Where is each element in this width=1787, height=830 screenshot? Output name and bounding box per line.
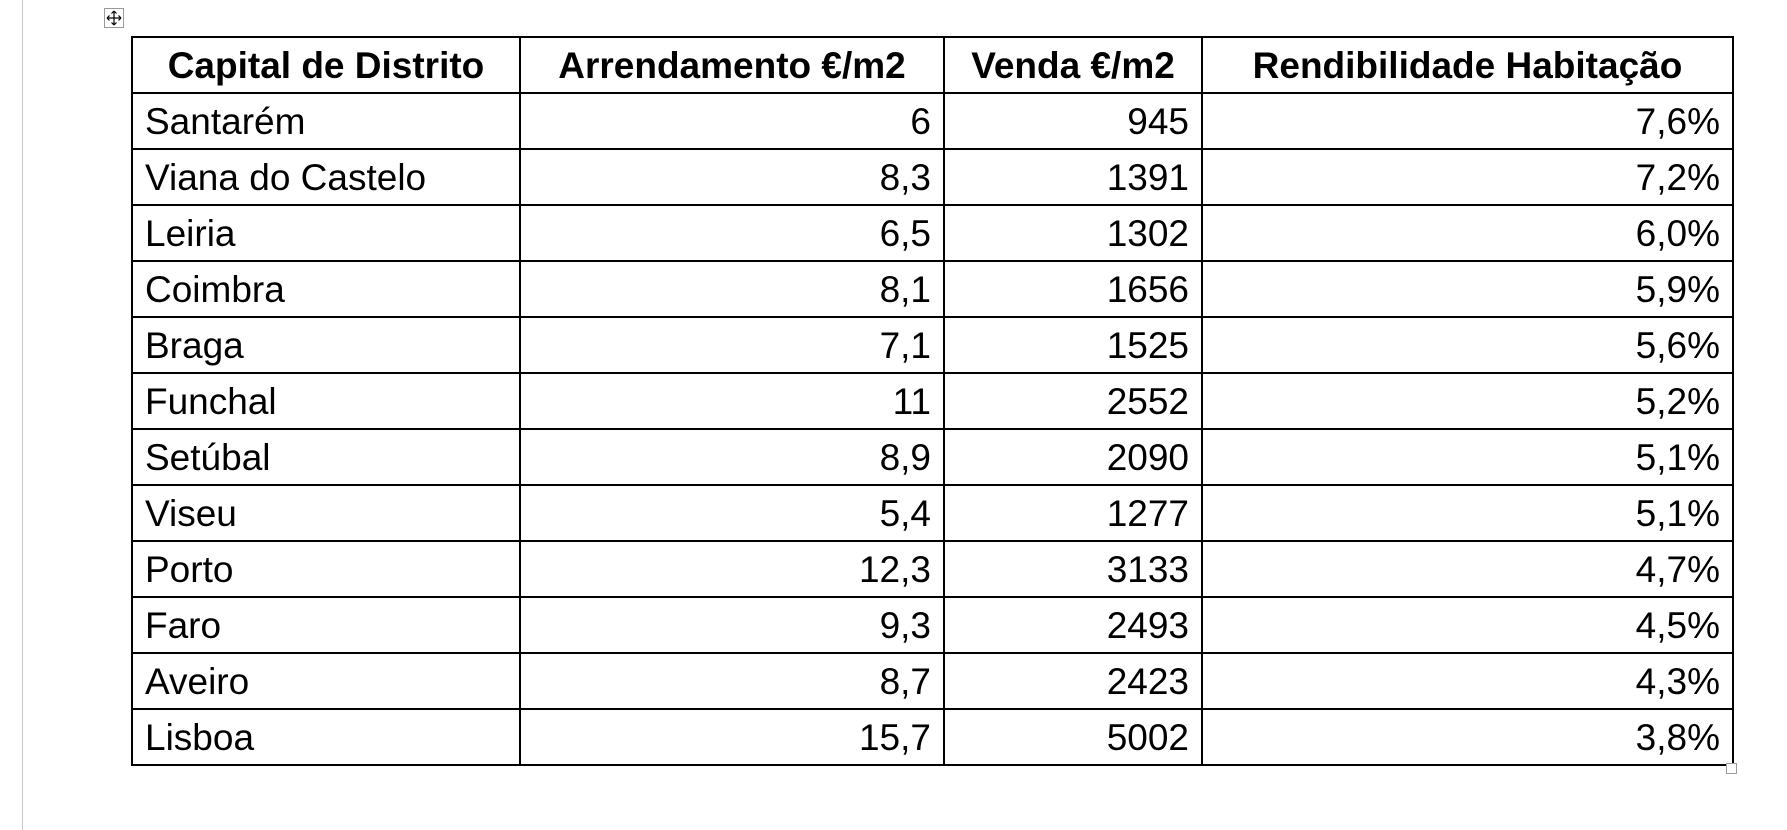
housing-yield-table: [131, 36, 1734, 766]
table-row: [132, 93, 1733, 149]
cell-capital: Funchal: [132, 373, 520, 429]
table-row: [132, 485, 1733, 541]
cell-capital: Leiria: [132, 205, 520, 261]
cell-rendibilidade: 4,7%: [1202, 541, 1733, 597]
cell-venda: 1302: [944, 205, 1202, 261]
cell-rendibilidade: 7,6%: [1202, 93, 1733, 149]
cell-venda: 1277: [944, 485, 1202, 541]
cell-rendibilidade: 5,6%: [1202, 317, 1733, 373]
cell-arrendamento: 8,7: [520, 653, 944, 709]
table-row: [132, 653, 1733, 709]
column-header-venda: Venda €/m2: [944, 37, 1202, 93]
cell-venda: 1525: [944, 317, 1202, 373]
cell-capital: Braga: [132, 317, 520, 373]
table-header-row: [132, 37, 1733, 93]
table-row: [132, 149, 1733, 205]
cell-capital: Viseu: [132, 485, 520, 541]
cell-venda: 2493: [944, 597, 1202, 653]
cell-capital: Porto: [132, 541, 520, 597]
table-row: [132, 597, 1733, 653]
cell-rendibilidade: 5,1%: [1202, 485, 1733, 541]
cell-rendibilidade: 4,5%: [1202, 597, 1733, 653]
table-row: [132, 541, 1733, 597]
table-resize-handle[interactable]: [1726, 763, 1737, 774]
cell-capital: Faro: [132, 597, 520, 653]
table-row: [132, 205, 1733, 261]
table-row: [132, 429, 1733, 485]
cell-venda: 1391: [944, 149, 1202, 205]
table-row: [132, 317, 1733, 373]
cell-rendibilidade: 3,8%: [1202, 709, 1733, 765]
table-row: [132, 709, 1733, 765]
table-row: [132, 261, 1733, 317]
cell-arrendamento: 6,5: [520, 205, 944, 261]
cell-rendibilidade: 5,2%: [1202, 373, 1733, 429]
cell-arrendamento: 15,7: [520, 709, 944, 765]
cell-venda: 2423: [944, 653, 1202, 709]
cell-arrendamento: 8,9: [520, 429, 944, 485]
table-move-handle[interactable]: [104, 8, 124, 28]
cell-arrendamento: 12,3: [520, 541, 944, 597]
cell-arrendamento: 7,1: [520, 317, 944, 373]
cell-capital: Coimbra: [132, 261, 520, 317]
cell-rendibilidade: 4,3%: [1202, 653, 1733, 709]
cell-arrendamento: 9,3: [520, 597, 944, 653]
cell-rendibilidade: 5,9%: [1202, 261, 1733, 317]
table-row: [132, 373, 1733, 429]
cell-venda: 3133: [944, 541, 1202, 597]
column-header-rendibilidade: Rendibilidade Habitação: [1202, 37, 1733, 93]
cell-venda: 1656: [944, 261, 1202, 317]
cell-arrendamento: 6: [520, 93, 944, 149]
cell-arrendamento: 5,4: [520, 485, 944, 541]
cell-rendibilidade: 6,0%: [1202, 205, 1733, 261]
move-crosshair-icon: [105, 9, 123, 27]
cell-arrendamento: 8,3: [520, 149, 944, 205]
cell-venda: 2552: [944, 373, 1202, 429]
column-header-arrendamento: Arrendamento €/m2: [520, 37, 944, 93]
cell-venda: 5002: [944, 709, 1202, 765]
column-header-capital: Capital de Distrito: [132, 37, 520, 93]
cell-rendibilidade: 5,1%: [1202, 429, 1733, 485]
cell-arrendamento: 8,1: [520, 261, 944, 317]
cell-arrendamento: 11: [520, 373, 944, 429]
cell-venda: 945: [944, 93, 1202, 149]
cell-venda: 2090: [944, 429, 1202, 485]
cell-rendibilidade: 7,2%: [1202, 149, 1733, 205]
cell-capital: Santarém: [132, 93, 520, 149]
cell-capital: Viana do Castelo: [132, 149, 520, 205]
cell-capital: Lisboa: [132, 709, 520, 765]
page-edge-rule: [22, 0, 23, 830]
cell-capital: Aveiro: [132, 653, 520, 709]
cell-capital: Setúbal: [132, 429, 520, 485]
